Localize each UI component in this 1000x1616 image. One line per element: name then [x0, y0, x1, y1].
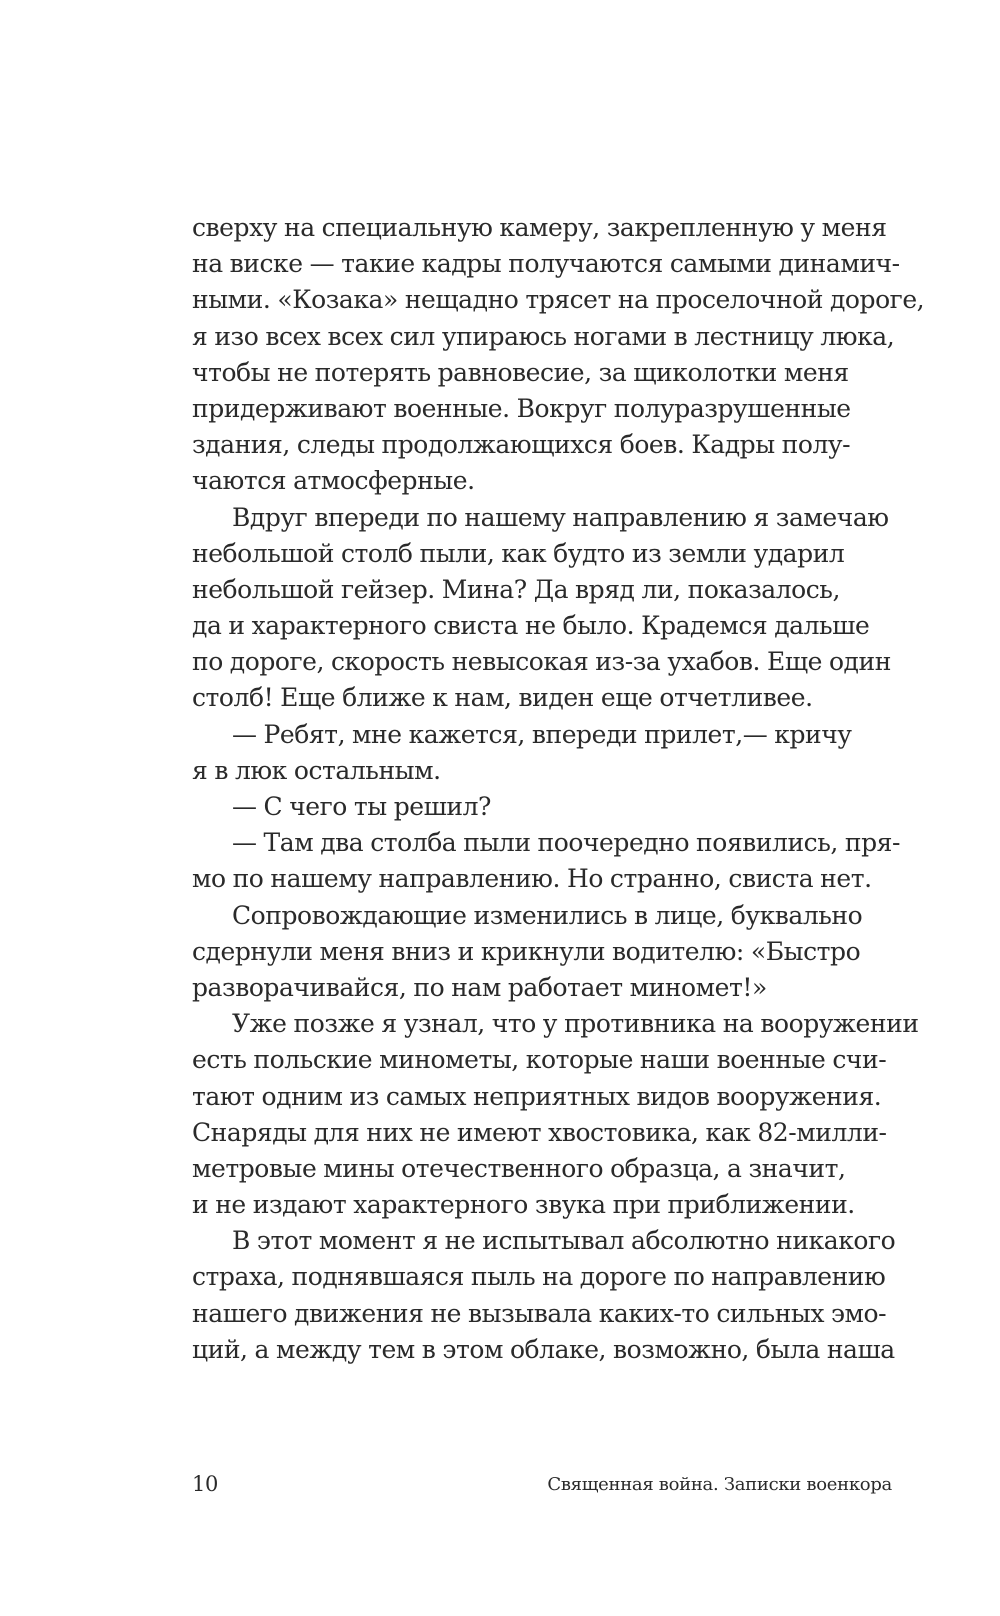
text-line: сдернули меня вниз и крикнули водителю: «Быстро [192, 936, 861, 966]
text-line: на виске — такие кадры получаются самыми динамич- [192, 249, 900, 279]
text-line: я в люк остальным. [192, 755, 441, 785]
text-line: разворачивайся, по нам работает миномет!» [192, 972, 767, 1002]
text-line: тают одним из самых неприятных видов вооружения. [192, 1081, 882, 1111]
dialogue-line: — Ребят, мне кажется, впереди прилет,— кричу [232, 719, 852, 749]
text-line: столб! Еще ближе к нам, виден еще отчетливее. [192, 683, 813, 713]
text-line: ций, а между тем в этом облаке, возможно, была наша [192, 1334, 895, 1364]
text-line: небольшой столб пыли, как будто из земли ударил [192, 538, 845, 568]
text-line: страха, поднявшаяся пыль на дороге по направлению [192, 1262, 886, 1292]
text-line: мо по нашему направлению. Но странно, свиста нет. [192, 864, 872, 894]
page-number: 10 [192, 1472, 219, 1496]
text-line: по дороге, скорость невысокая из-за ухабов. Еще один [192, 647, 891, 677]
text-line: я изо всех всех сил упираюсь ногами в лестницу люка, [192, 321, 895, 351]
dialogue-line: — С чего ты решил? [232, 792, 492, 821]
text-line: и не издают характерного звука при приближении. [192, 1190, 855, 1220]
text-line: В этот момент я не испытывал абсолютно никакого [232, 1226, 896, 1256]
text-line: Вдруг впереди по нашему направлению я замечаю [232, 502, 889, 532]
text-line: придерживают военные. Вокруг полуразрушенные [192, 393, 851, 423]
text-line: ными. «Козака» нещадно трясет на проселочной дороге, [192, 285, 925, 315]
text-line: чаются атмосферные. [192, 466, 475, 496]
text-line: нашего движения не вызывала каких-то сильных эмо- [192, 1298, 887, 1328]
text-line: чтобы не потерять равновесие, за щиколотки меня [192, 357, 849, 387]
dialogue-line: — Там два столба пыли поочередно появились, пря- [232, 828, 900, 858]
text-line: сверху на специальную камеру, закрепленную у меня [192, 213, 887, 242]
text-line: метровые мины отечественного образца, а значит, [192, 1153, 846, 1183]
page-body-text [192, 210, 925, 1368]
running-title: Священная война. Записки военкора [547, 1474, 892, 1495]
text-line: небольшой гейзер. Мина? Да вряд ли, показалось, [192, 574, 840, 604]
text-line: есть польские минометы, которые наши военные счи- [192, 1045, 887, 1075]
text-line: Уже позже я узнал, что у противника на вооружении [232, 1009, 919, 1039]
text-line: здания, следы продолжающихся боев. Кадры полу- [192, 430, 851, 460]
text-line: Снаряды для них не имеют хвостовика, как 82-милли- [192, 1117, 887, 1147]
text-line: Сопровождающие изменились в лице, буквально [232, 900, 863, 930]
text-line: да и характерного свиста не было. Крадемся дальше [192, 611, 870, 641]
page-footer [192, 1472, 892, 1502]
